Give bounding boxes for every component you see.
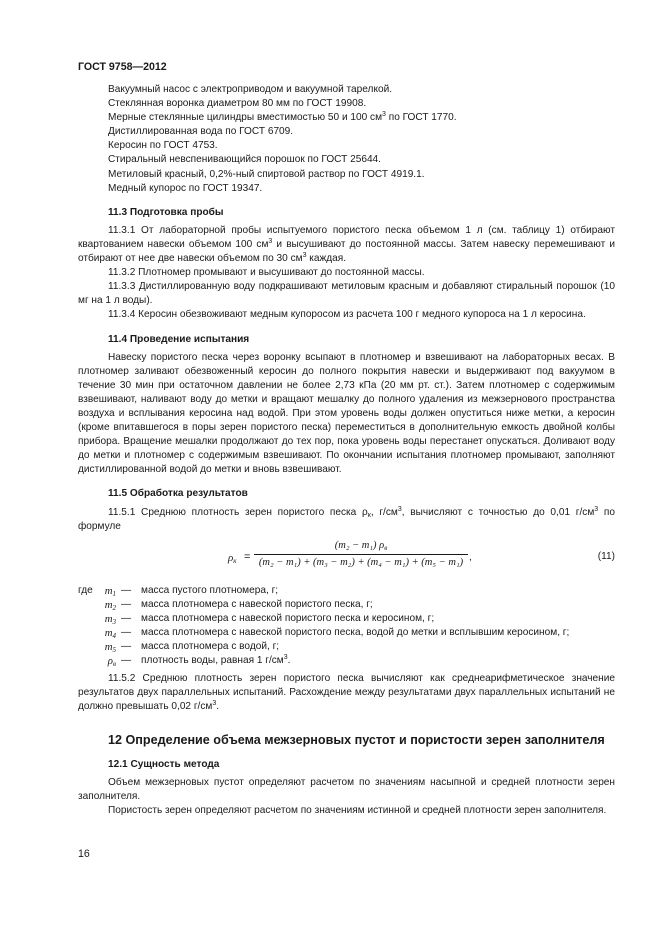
- paragraph-11-3-3: 11.3.3 Дистиллированную воду подкрашивают метиловым красным и добавляют стиральный порошок (10 мг на 1 л воды).: [78, 281, 615, 307]
- definition-row: [78, 584, 615, 598]
- definition-text: масса плотномера с навеской пористого песка, г;: [141, 598, 373, 610]
- definition-row: [78, 640, 615, 654]
- paragraph-11-4: Навеску пористого песка через воронку всыпают в плотномер и взвешивают на лабораторных весах. В плотномер заливают обезвоженный керосин до полного покрытия навески и выдерживают под вакуумом в течение 30 мин при остаточном давлении не более 2,73 кПа (20 мм рт. ст.). Затем плотномер с содержимым взвешивают, наливают воду до метки и вращают мешалку до полного удаления из межзернового пространства воздуха и всплывания керосина над водой. При этом уровень воды должен опуститься ниже метки, а керосин (кроме впитавшегося в поры зерен пористого песка) переместиться в дополнительную емкость двойной колбы прибора. Вращение мешалки продолжают до тех пор, пока уровень воды перестанет опускаться. Доливают воду до метки и плотномер с содержимым взвешивают. По окончании испытания плотномер промывают, заполняют дистиллированной водой до метки и вновь взвешивают.: [78, 351, 615, 476]
- definition-dash: —: [121, 655, 132, 667]
- definitions-list: [78, 584, 615, 669]
- formula-comma: ,: [469, 551, 472, 563]
- definition-dash: —: [121, 641, 132, 653]
- formula-equals: =: [244, 550, 251, 563]
- definition-symbol: $m_4$: [104, 627, 116, 640]
- equipment-item: Стиральный невспенивающийся порошок по ГОСТ 25644.: [108, 154, 381, 166]
- page-content: [78, 83, 615, 818]
- equipment-item: Стеклянная воронка диаметром 80 мм по ГОСТ 19908.: [108, 98, 367, 110]
- section-heading-11-3: 11.3 Подготовка пробы: [108, 206, 224, 218]
- paragraph-12-1-a: Объем межзерновых пустот определяют расчетом по значениям насыпной и средней плотности зерен заполнителя.: [78, 776, 615, 802]
- definition-dash: —: [121, 584, 132, 596]
- definition-text: масса пустого плотномера, г;: [141, 584, 279, 596]
- definition-text: масса плотномера с навеской пористого песка и керосином, г;: [141, 612, 435, 624]
- definition-row: [78, 598, 615, 612]
- paragraph-11-3-4: 11.3.4 Керосин обезвоживают медным купоросом из расчета 100 г медного купороса на 1 л керосина.: [108, 309, 586, 321]
- document-header: ГОСТ 9758—2012: [78, 61, 167, 73]
- definition-text: масса плотномера с водой, г;: [141, 641, 280, 653]
- where-label: где: [78, 584, 93, 596]
- equipment-item: Керосин по ГОСТ 4753.: [108, 140, 218, 152]
- formula-lhs: $\rho_к$: [228, 551, 237, 565]
- definition-symbol: $\rho_в$: [107, 655, 116, 669]
- definition-symbol: $m_2$: [104, 598, 116, 612]
- page-number: 16: [78, 848, 90, 860]
- formula-denominator: (m₂ − m₁) + (m₃ − m₂) + (m₄ − m₁) + (m₅ − m₁): [258, 556, 464, 568]
- paragraph-11-5-1: 11.5.1 Среднюю плотность зерен пористого песка $\rho_к$, $г/см^3$, вычисляют с точностью до 0,01 $г/см^3$ по формуле: [78, 505, 615, 532]
- equipment-list: [78, 83, 615, 196]
- definition-text: плотность воды, равная 1 $г/см^3$.: [141, 654, 291, 667]
- section-heading-11-5: 11.5 Обработка результатов: [108, 488, 248, 500]
- equipment-item: Мерные стеклянные цилиндры вместимостью 50 и 100 $см^3$ по ГОСТ 1770.: [108, 111, 457, 124]
- section-heading-12-1: 12.1 Сущность метода: [108, 758, 220, 770]
- equipment-item: Метиловый красный, 0,2%-ный спиртовой раствор по ГОСТ 4919.1.: [108, 168, 425, 180]
- definition-row: [78, 654, 615, 668]
- definition-dash: —: [121, 627, 132, 638]
- formula-11: [78, 539, 615, 577]
- definition-text: масса плотномера с навеской пористого песка, водой до метки и всплывшим керосином, г;: [141, 627, 570, 638]
- equipment-item: Вакуумный насос с электроприводом и вакуумной тарелкой.: [108, 84, 393, 95]
- equipment-item: Медный купорос по ГОСТ 19347.: [108, 182, 263, 194]
- paragraph-11-5-2: 11.5.2 Среднюю плотность зерен пористого песка вычисляют как среднеарифметическое значение результатов двух параллельных испытаний. Расхождение между результатами двух параллельных испытаний не должно превышать 0,02 $г/см^3$.: [78, 673, 615, 713]
- equipment-item: Дистиллированная вода по ГОСТ 6709.: [108, 126, 294, 138]
- paragraph-11-3-1: 11.3.1 От лабораторной пробы испытуемого пористого песка объемом 1 л (см. таблицу 1) отбирают квартованием навески объемом 100 $см^3$ и высушивают до постоянной массы. Затем навеску перемешивают и отбирают от нее две навески объемом по 30 $см^3$ каждая.: [78, 224, 615, 265]
- formula-fraction: [254, 539, 468, 570]
- paragraph-12-1-b: Пористость зерен определяют расчетом по значениям истинной и средней плотности зерен заполнителя.: [108, 804, 607, 816]
- definition-dash: —: [121, 612, 132, 624]
- definition-row: [78, 612, 615, 626]
- definition-symbol: $m_1$: [104, 584, 116, 598]
- definition-symbol: $m_5$: [104, 641, 116, 655]
- section-title-12: 12 Определение объема межзерновых пустот и пористости зерен заполнителя: [108, 732, 605, 747]
- definition-row: [78, 626, 615, 640]
- formula-numerator: (m₂ − m₁) $\rho_в$: [254, 539, 468, 555]
- paragraph-11-3-2: 11.3.2 Плотномер промывают и высушивают до постоянной массы.: [108, 267, 425, 279]
- definition-dash: —: [121, 598, 132, 610]
- formula-number: (11): [597, 550, 615, 562]
- definition-symbol: $m_3$: [104, 612, 116, 626]
- section-heading-11-4: 11.4 Проведение испытания: [108, 333, 250, 345]
